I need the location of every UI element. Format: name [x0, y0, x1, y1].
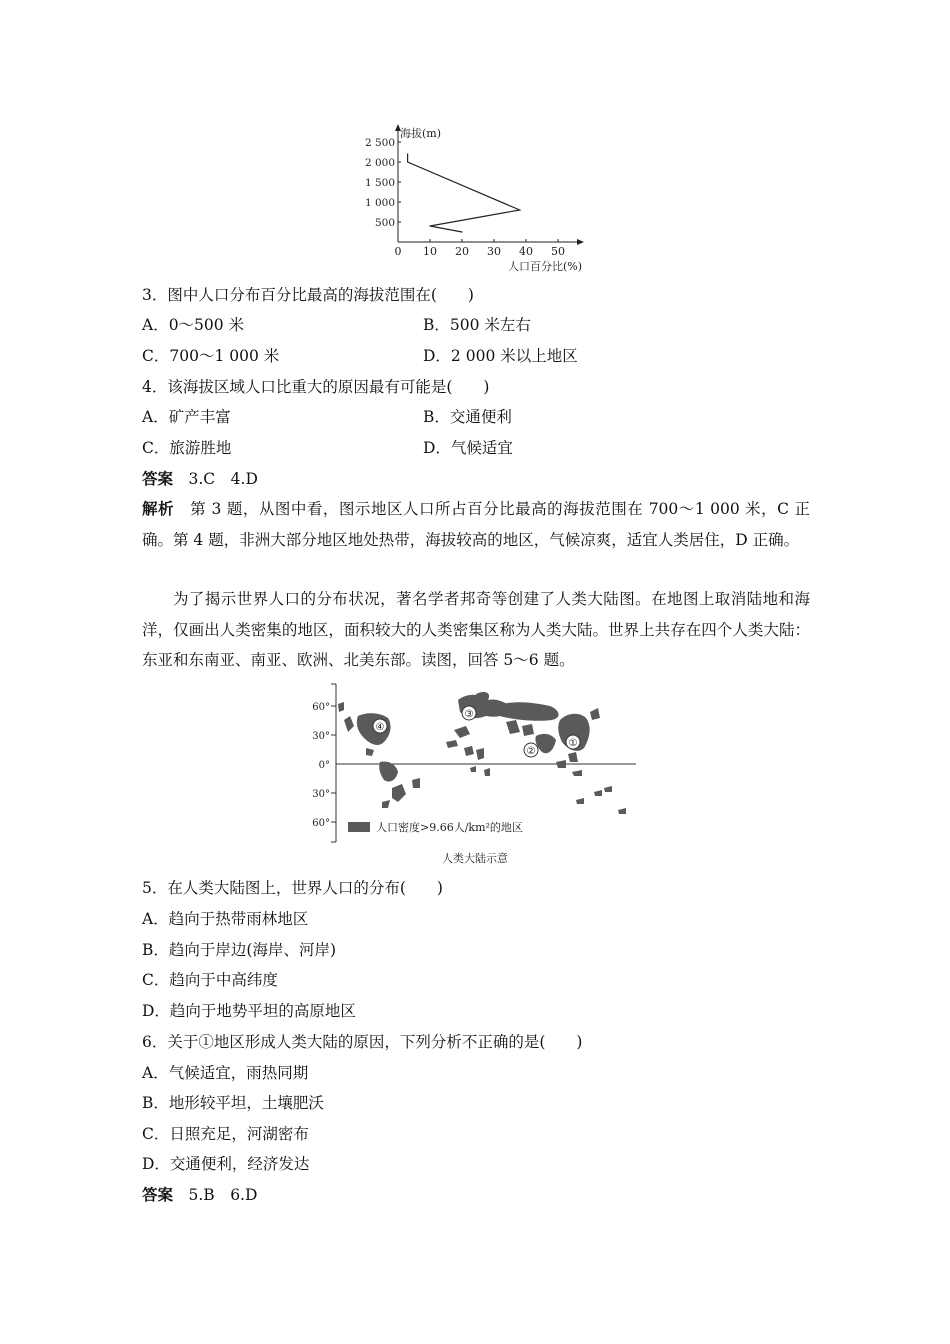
x-tick-label: 0	[394, 245, 402, 258]
q4-option-d: D．气候适宜	[423, 439, 513, 457]
y-axis-label: 海拔(m)	[400, 127, 442, 140]
y-tick-label: 500	[374, 217, 395, 229]
marker-2	[524, 743, 538, 757]
answer-label: 答案	[142, 1185, 174, 1204]
map-caption: 人类大陆示意	[442, 852, 508, 865]
answer-5-6	[142, 1184, 257, 1206]
q5-option-c: C．趋向于中高纬度	[142, 971, 278, 989]
q4-option-c: C．旅游胜地	[142, 439, 232, 457]
q6-option-d: D．交通便利，经济发达	[142, 1155, 310, 1173]
y-tick-label: 1 000	[364, 197, 395, 209]
q5-option-b: B．趋向于岸边(海岸、河岸)	[142, 941, 336, 959]
data-point	[461, 231, 462, 232]
population-series-line	[408, 154, 520, 232]
q3-option-c: C．700～1 000 米	[142, 347, 280, 365]
data-point	[407, 153, 408, 154]
y-tick-label: 1 500	[364, 177, 395, 189]
explanation-text: 第 3 题，从图中看，图示地区人口所占百分比最高的海拔范围在 700～1 000 米，C 正确。第 4 题，非洲大部分地区地处热带，海拔较高的地区，气候凉爽，适宜人类居住，D 正确。	[142, 500, 810, 549]
lat-label-60n: 60°	[312, 702, 330, 713]
y-tick-label: 2 000	[364, 157, 395, 169]
south-america-area	[379, 761, 398, 781]
marker-3	[462, 706, 476, 720]
marker-4	[373, 719, 387, 733]
x-tick-label: 40	[519, 245, 533, 258]
marker-1	[566, 735, 580, 749]
x-axis-label: 人口百分比(%)	[507, 260, 582, 273]
legend-label: 人口密度>9.66人/km²的地区	[376, 821, 523, 834]
x-tick-label: 50	[551, 245, 565, 258]
svg-text:①: ①	[568, 738, 578, 749]
q5-option-d: D．趋向于地势平坦的高原地区	[142, 1002, 356, 1020]
q3-option-d: D．2 000 米以上地区	[423, 347, 578, 365]
x-tick-label: 20	[455, 245, 469, 258]
svg-text:②: ②	[526, 746, 536, 757]
y-tick-label: 2 500	[364, 137, 395, 149]
south-asia-area	[535, 734, 556, 753]
lat-label-0: 0°	[318, 760, 330, 771]
q4-option-b: B．交通便利	[423, 408, 512, 426]
q5-stem: 5．在人类大陆图上，世界人口的分布( )	[142, 879, 443, 897]
explanation-label: 解析	[142, 499, 175, 518]
q6-option-c: C．日照充足，河湖密布	[142, 1125, 309, 1143]
data-point	[429, 225, 430, 226]
intro-paragraph: 为了揭示世界人口的分布状况，著名学者邦奇等创建了人类大陆图。在地图上取消陆地和海洋，仅画出人类密集的地区，面积较大的人类密集区称为人类大陆。世界上共存在四个人类大陆：东亚和东南亚、南亚、欧洲、北美东部。读图，回答 5～6 题。	[142, 590, 810, 669]
lat-label-60s: 60°	[312, 818, 330, 829]
q6-option-a: A．气候适宜，雨热同期	[142, 1064, 309, 1082]
q5-option-a: A．趋向于热带雨林地区	[142, 910, 309, 928]
answer-value: 5.B 6.D	[173, 1186, 258, 1204]
answer-label: 答案	[142, 469, 174, 488]
svg-text:③: ③	[464, 709, 474, 720]
x-tick-label: 10	[423, 245, 437, 258]
q6-option-b: B．地形较平坦，土壤肥沃	[142, 1094, 324, 1112]
answer-value: 3.C 4.D	[173, 470, 258, 488]
human-continents-map	[300, 676, 645, 868]
answer-3-4	[142, 468, 258, 490]
q3-stem: 3．图中人口分布百分比最高的海拔范围在( )	[142, 286, 474, 304]
dense-population-areas	[338, 692, 626, 814]
lat-label-30n: 30°	[312, 731, 330, 742]
data-point	[519, 209, 520, 210]
svg-text:④: ④	[375, 722, 385, 733]
elevation-population-chart	[350, 118, 600, 278]
legend-swatch	[348, 822, 370, 832]
q6-stem: 6．关于①地区形成人类大陆的原因，下列分析不正确的是( )	[142, 1033, 583, 1051]
data-point	[407, 161, 408, 162]
x-tick-label: 30	[487, 245, 501, 258]
q4-option-a: A．矿产丰富	[142, 408, 231, 426]
explanation-3-4	[142, 494, 810, 555]
lat-label-30s: 30°	[312, 789, 330, 800]
q3-option-b: B．500 米左右	[423, 316, 531, 334]
q4-stem: 4．该海拔区域人口比重大的原因最有可能是( )	[142, 378, 490, 396]
x-axis-arrow	[577, 239, 584, 245]
q3-option-a: A．0～500 米	[142, 316, 245, 334]
